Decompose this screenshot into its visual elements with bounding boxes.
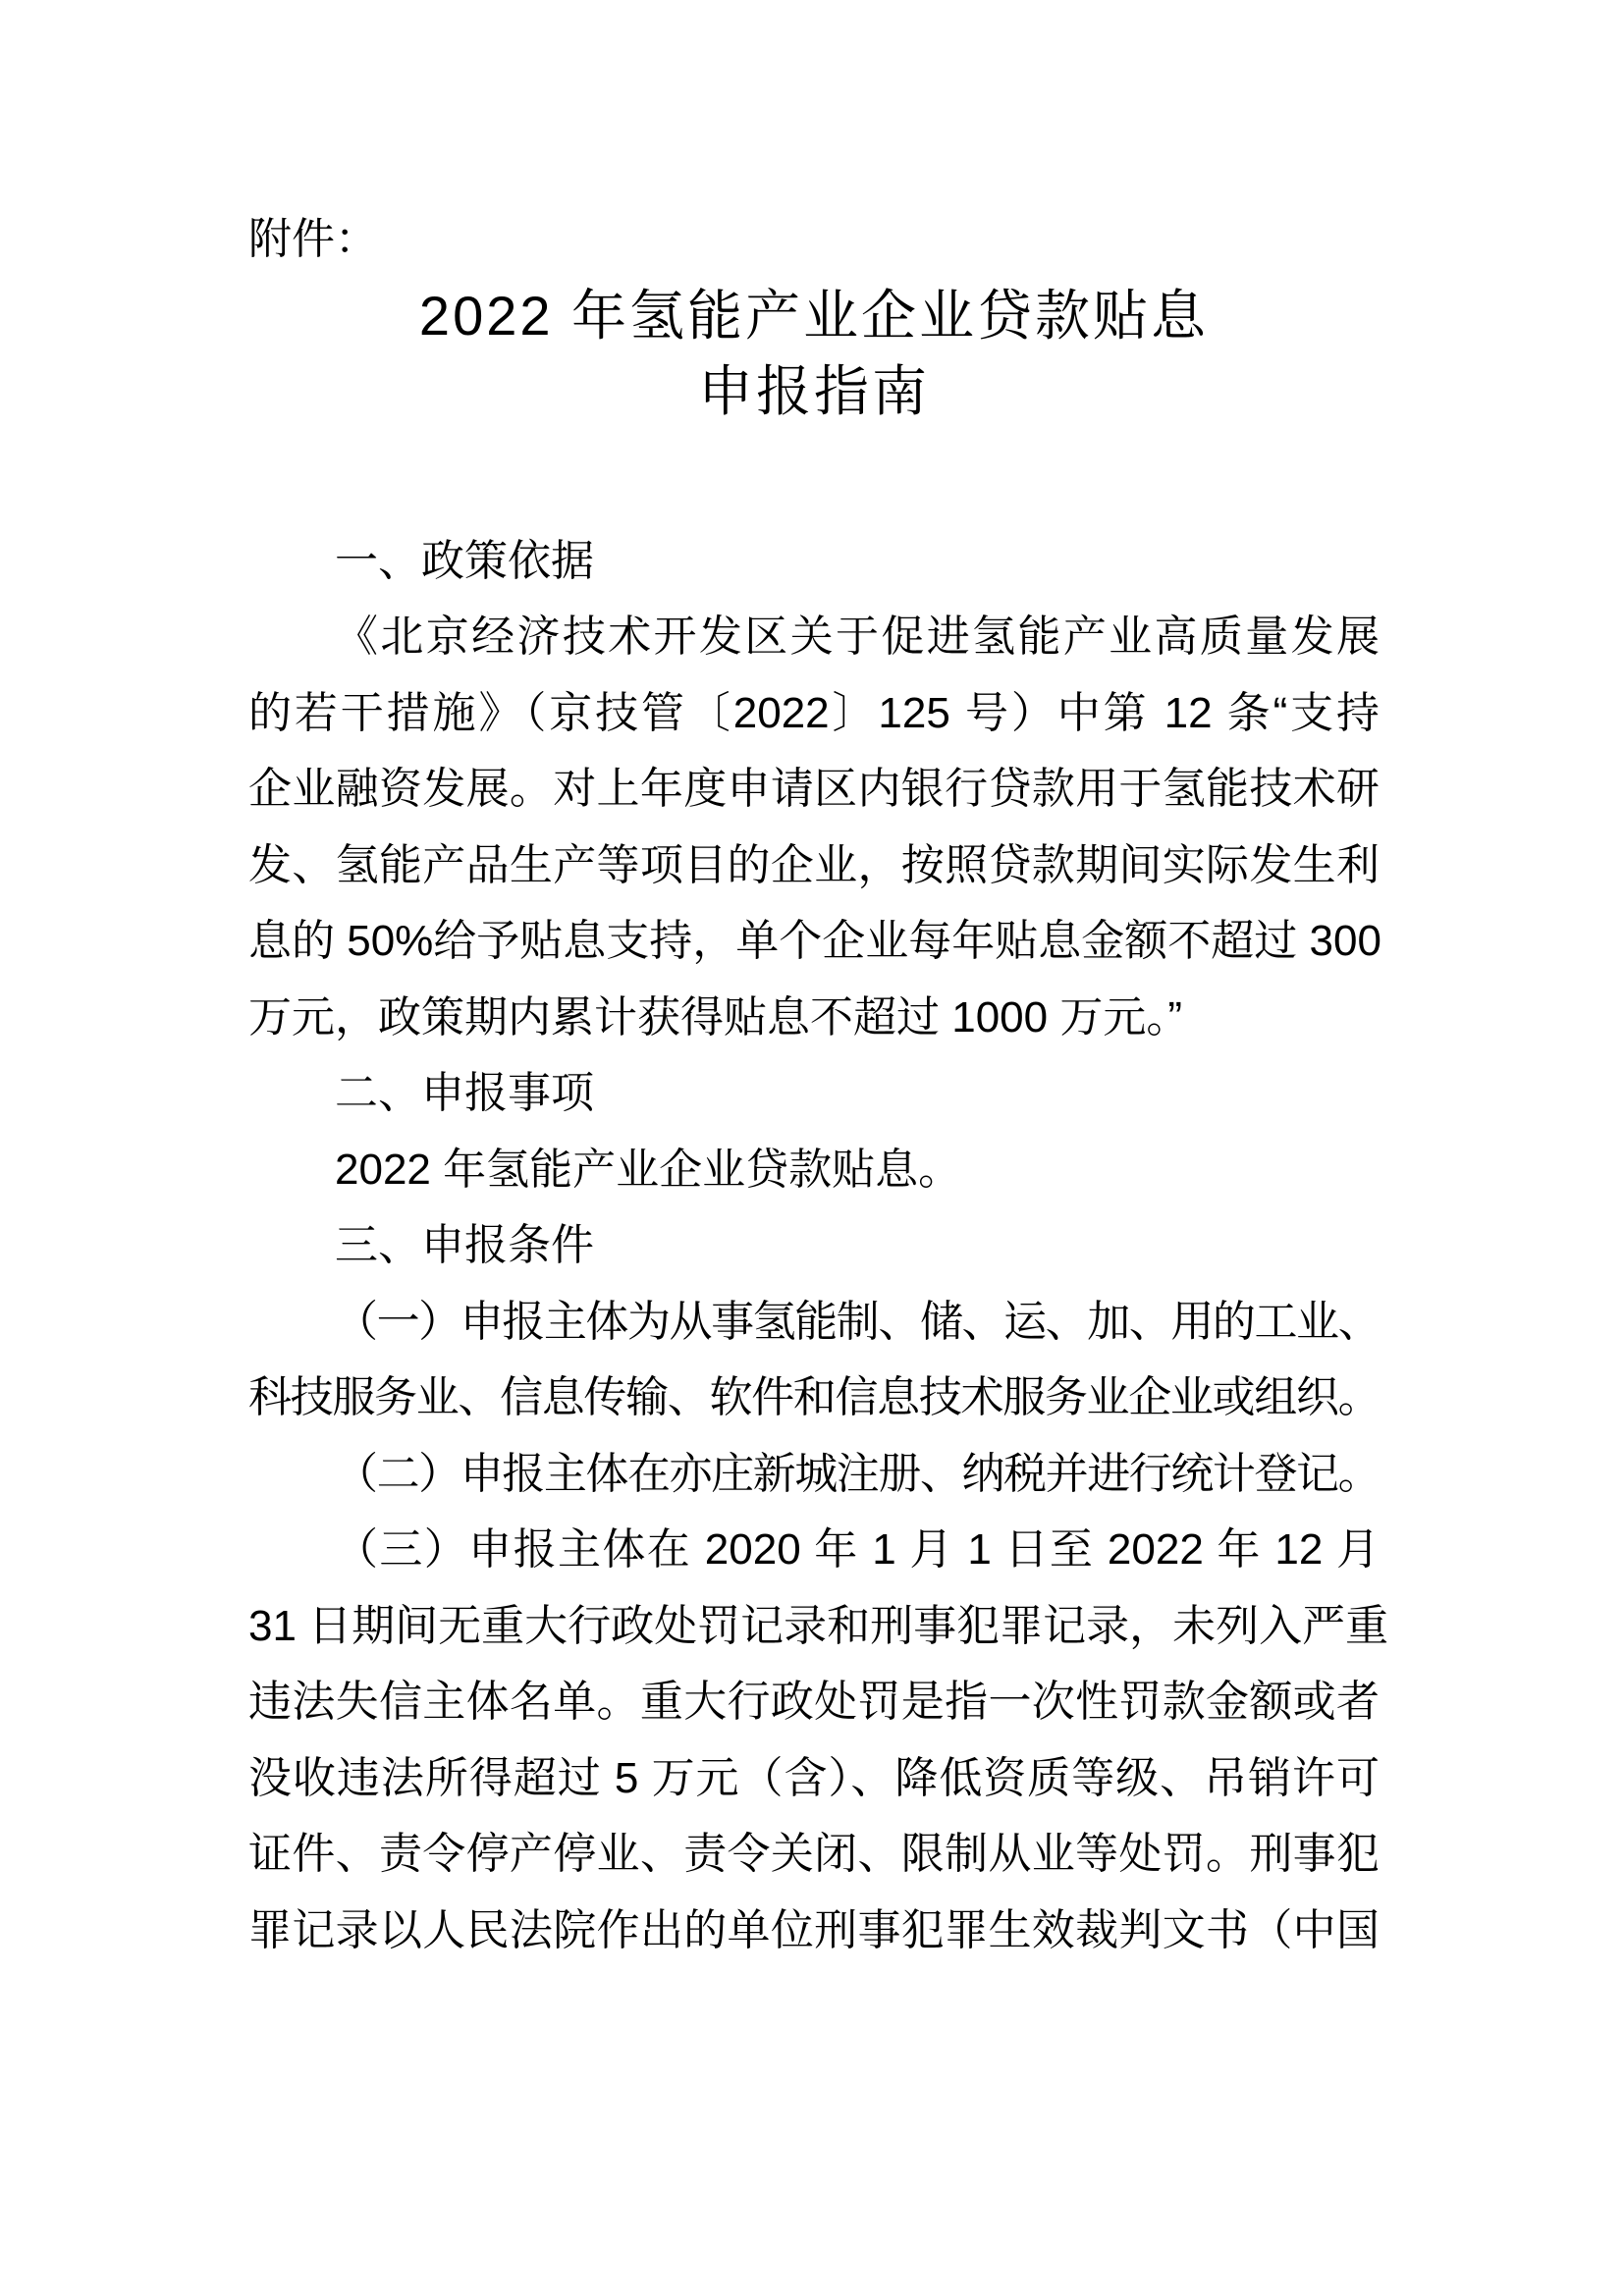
attachment-label: 附件： [248, 215, 378, 263]
section-2-heading: 二、申报事项 [335, 1069, 594, 1117]
paragraph-line: 发、氢能产品生产等项目的企业，按照贷款期间实际发生利 [248, 840, 1380, 889]
paragraph-line: 罪记录以人民法院作出的单位刑事犯罪生效裁判文书（中国 [248, 1905, 1380, 1954]
paragraph-line: 没收违法所得超过 5 万元（含）、降低资质等级、吊销许可 [248, 1753, 1380, 1802]
paragraph-line: 万元，政策期内累计获得贴息不超过 1000 万元。” [248, 992, 1182, 1041]
paragraph-line: 证件、责令停产停业、责令关闭、限制从业等处罚。刑事犯 [248, 1830, 1380, 1878]
paragraph-line: 《北京经济技术开发区关于促进氢能产业高质量发展 [335, 613, 1380, 661]
document-content [248, 0, 1389, 1968]
paragraph-line: 科技服务业、信息传输、软件和信息技术服务业企业或组织。 [248, 1373, 1380, 1421]
paragraph-line: 的若干措施》（京技管〔2022〕125 号）中第 12 条“支持 [248, 688, 1380, 737]
document-title-line-2: 申报指南 [698, 360, 930, 422]
paragraph-line: （一）申报主体为从事氢能制、储、运、加、用的工业、 [335, 1297, 1380, 1346]
paragraph-line: 息的 50%给予贴息支持，单个企业每年贴息金额不超过 300 [248, 917, 1381, 965]
paragraph-line: 2022 年氢能产业企业贷款贴息。 [335, 1145, 962, 1194]
paragraph-line: 企业融资发展。对上年度申请区内银行贷款用于氢能技术研 [248, 765, 1380, 813]
document-title [248, 278, 1380, 430]
paragraph-line: （二）申报主体在亦庄新城注册、纳税并进行统计登记。 [335, 1449, 1380, 1498]
paragraph-line: 违法失信主体名单。重大行政处罚是指一次性罚款金额或者 [248, 1678, 1380, 1726]
document-body [248, 523, 1389, 1969]
section-3-heading: 三、申报条件 [335, 1221, 594, 1269]
section-1-heading: 一、政策依据 [335, 536, 594, 585]
paragraph-line: 31 日期间无重大行政处罚记录和刑事犯罪记录，未列入严重 [248, 1601, 1389, 1650]
paragraph-line: （三）申报主体在 2020 年 1 月 1 日至 2022 年 12 月 [335, 1525, 1380, 1574]
document-title-line-1: 2022 年氢能产业企业贷款贴息 [418, 284, 1210, 347]
